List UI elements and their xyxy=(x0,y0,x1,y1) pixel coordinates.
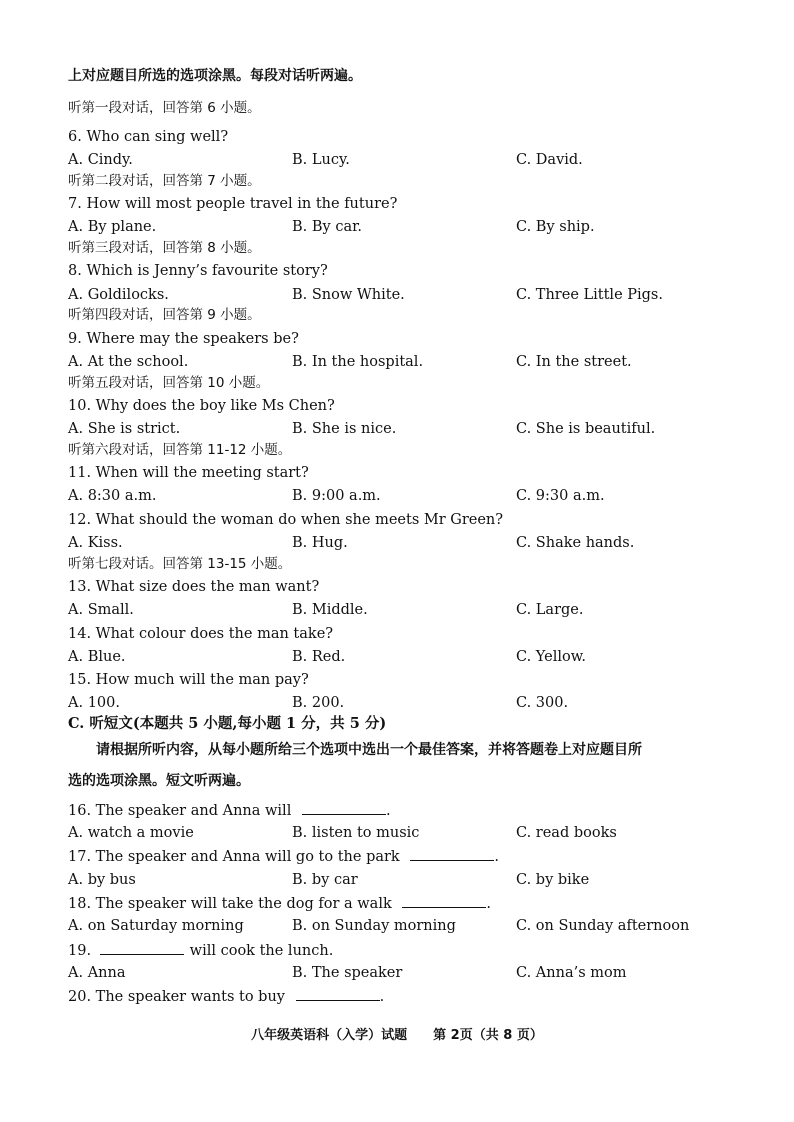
question-10: 10. Why does the boy like Ms Chen? xyxy=(68,398,335,414)
question-19 xyxy=(68,940,333,961)
q12-option-c: C. Shake hands. xyxy=(516,535,635,551)
question-6: 6. Who can sing well? xyxy=(68,129,229,145)
question-16-period: . xyxy=(385,803,391,819)
question-16 xyxy=(68,800,391,821)
question-7: 7. How will most people travel in the future? xyxy=(68,196,398,212)
q8-option-c: C. Three Little Pigs. xyxy=(516,287,663,303)
section-c-title: C. 听短文(本题共 5 小题,每小题 1 分，共 5 分) xyxy=(68,715,387,732)
answer-blank xyxy=(410,846,494,861)
q13-option-a: A. Small. xyxy=(68,602,134,618)
q15-option-a: A. 100. xyxy=(68,695,120,711)
question-20 xyxy=(68,986,384,1007)
dialogue-intro: 听第七段对话。回答第 13-15 小题。 xyxy=(68,556,292,572)
q9-option-a: A. At the school. xyxy=(68,354,189,370)
dialogue-intro: 听第四段对话，回答第 9 小题。 xyxy=(68,307,261,323)
q8-option-a: A. Goldilocks. xyxy=(68,287,169,303)
q12-option-b: B. Hug. xyxy=(292,535,348,551)
question-19-text: will cook the lunch. xyxy=(189,943,334,959)
answer-blank xyxy=(296,986,380,1001)
question-18 xyxy=(68,893,491,914)
q17-option-c: C. by bike xyxy=(516,872,590,888)
question-20-text: 20. The speaker wants to buy xyxy=(68,989,285,1005)
q8-option-b: B. Snow White. xyxy=(292,287,405,303)
question-12: 12. What should the woman do when she meets Mr Green? xyxy=(68,512,504,528)
q9-option-c: C. In the street. xyxy=(516,354,632,370)
question-9: 9. Where may the speakers be? xyxy=(68,331,299,347)
question-13: 13. What size does the man want? xyxy=(68,579,320,595)
dialogue-intro: 听第五段对话，回答第 10 小题。 xyxy=(68,375,270,391)
q7-option-b: B. By car. xyxy=(292,219,363,235)
q6-option-c: C. David. xyxy=(516,152,583,168)
q13-option-c: C. Large. xyxy=(516,602,584,618)
q18-option-c: C. on Sunday afternoon xyxy=(516,918,690,934)
section-c-instructions-line-2: 选的选项涂黑。短文听两遍。 xyxy=(68,773,250,789)
q15-option-c: C. 300. xyxy=(516,695,569,711)
q10-option-a: A. She is strict. xyxy=(68,421,181,437)
q13-option-b: B. Middle. xyxy=(292,602,368,618)
q18-option-b: B. on Sunday morning xyxy=(292,918,456,934)
answer-blank xyxy=(402,893,486,908)
q14-option-a: A. Blue. xyxy=(68,649,126,665)
dialogue-intro: 听第二段对话，回答第 7 小题。 xyxy=(68,173,261,189)
question-20-period: . xyxy=(379,989,385,1005)
q9-option-b: B. In the hospital. xyxy=(292,354,424,370)
q15-option-b: B. 200. xyxy=(292,695,345,711)
q17-option-b: B. by car xyxy=(292,872,358,888)
q6-option-b: B. Lucy. xyxy=(292,152,350,168)
q18-option-a: A. on Saturday morning xyxy=(68,918,244,934)
question-18-period: . xyxy=(486,896,491,912)
section-c-instructions-line-1: 请根据所听内容，从每小题所给三个选项中选出一个最佳答案，并将答题卷上对应题目所 xyxy=(96,742,642,758)
question-11: 11. When will the meeting start? xyxy=(68,465,309,481)
answer-blank xyxy=(100,940,184,955)
question-17 xyxy=(68,846,499,867)
question-18-text: 18. The speaker will take the dog for a walk xyxy=(68,896,392,912)
q11-option-c: C. 9:30 a.m. xyxy=(516,488,605,504)
q14-option-c: C. Yellow. xyxy=(516,649,586,665)
question-17-text: 17. The speaker and Anna will go to the park xyxy=(68,849,400,865)
q16-option-b: B. listen to music xyxy=(292,825,420,841)
q14-option-b: B. Red. xyxy=(292,649,346,665)
question-19-number: 19. xyxy=(68,943,92,959)
instruction-continuation: 上对应题目所选的选项涂黑。每段对话听两遍。 xyxy=(68,68,362,84)
q19-option-b: B. The speaker xyxy=(292,965,403,981)
dialogue-intro: 听第一段对话，回答第 6 小题。 xyxy=(68,100,261,116)
question-8: 8. Which is Jenny’s favourite story? xyxy=(68,263,328,279)
q7-option-a: A. By plane. xyxy=(68,219,157,235)
q17-option-a: A. by bus xyxy=(68,872,136,888)
q6-option-a: A. Cindy. xyxy=(68,152,133,168)
q16-option-c: C. read books xyxy=(516,825,617,841)
q10-option-c: C. She is beautiful. xyxy=(516,421,656,437)
q16-option-a: A. watch a movie xyxy=(68,825,194,841)
question-15: 15. How much will the man pay? xyxy=(68,672,309,688)
page-footer: 八年级英语科（入学）试题 第 2页（共 8 页） xyxy=(251,1028,543,1043)
q10-option-b: B. She is nice. xyxy=(292,421,397,437)
dialogue-intro: 听第三段对话，回答第 8 小题。 xyxy=(68,240,261,256)
dialogue-intro: 听第六段对话，回答第 11-12 小题。 xyxy=(68,442,292,458)
question-16-text: 16. The speaker and Anna will xyxy=(68,803,292,819)
answer-blank xyxy=(302,800,386,815)
q12-option-a: A. Kiss. xyxy=(68,535,123,551)
q19-option-a: A. Anna xyxy=(68,965,126,981)
question-17-period: . xyxy=(494,849,499,865)
q19-option-c: C. Anna’s mom xyxy=(516,965,627,981)
q7-option-c: C. By ship. xyxy=(516,219,595,235)
q11-option-a: A. 8:30 a.m. xyxy=(68,488,157,504)
q11-option-b: B. 9:00 a.m. xyxy=(292,488,381,504)
question-14: 14. What colour does the man take? xyxy=(68,626,334,642)
